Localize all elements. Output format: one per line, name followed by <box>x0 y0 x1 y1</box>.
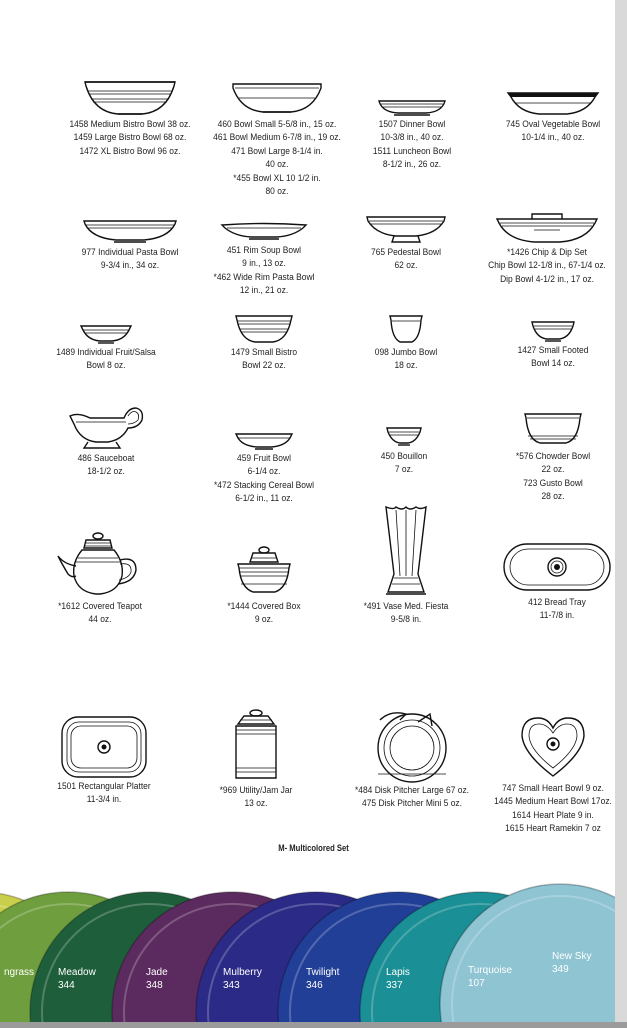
oval-vegetable-bowl-illustration <box>505 88 601 118</box>
oval-vegetable-bowl-caption: 745 Oval Vegetable Bowl 10-1/4 in., 40 oz. <box>505 119 601 144</box>
chip-dip-set-illustration <box>494 212 600 246</box>
color-label-new-sky: New Sky 349 <box>552 951 592 975</box>
chowder-bowl-caption: *576 Chowder Bowl 22 oz. 723 Gusto Bowl 28 oz. <box>515 451 591 503</box>
teapot-caption: *1612 Covered Teapot 44 oz. <box>58 601 142 626</box>
bistro-bowl-illustration <box>80 76 180 118</box>
disk-pitcher-illustration <box>370 708 454 784</box>
covered-box-caption: *1444 Covered Box 9 oz. <box>227 601 301 626</box>
heart-bowl-illustration <box>518 714 588 782</box>
color-label-lapis: Lapis 337 <box>386 967 410 991</box>
heart-bowls-item <box>463 714 627 836</box>
sauceboat-caption: 486 Sauceboat 18-1/2 oz. <box>77 453 135 478</box>
jam-jar-caption: *969 Utility/Jam Jar 13 oz. <box>219 785 293 810</box>
dinner-bowl-illustration <box>376 96 448 118</box>
pedestal-bowl-caption: 765 Pedestal Bowl 62 oz. <box>371 247 441 272</box>
bread-tray-caption: 412 Bread Tray 11-7/8 in. <box>528 597 586 622</box>
sauceboat-item <box>16 404 196 479</box>
individual-fruit-salsa-bowl-item <box>16 322 196 373</box>
sauceboat-illustration <box>66 404 146 452</box>
rectangular-platter-illustration <box>59 714 149 780</box>
disk-pitcher-caption: *484 Disk Pitcher Large 67 oz. 475 Disk Pitcher Mini 5 oz. <box>354 785 470 810</box>
fruit-bowl-illustration <box>233 430 295 452</box>
pasta-bowl-caption: 977 Individual Pasta Bowl 9-3/4 in., 34 oz. <box>81 247 179 272</box>
jam-jar-illustration <box>228 708 284 784</box>
small-footed-bowl-illustration <box>529 318 577 344</box>
covered-teapot-item <box>10 530 190 627</box>
small-footed-bowl-caption: 1427 Small Footed Bowl 14 oz. <box>517 345 589 370</box>
small-footed-bowl-item <box>463 318 627 371</box>
fruit-salsa-bowl-illustration <box>78 322 134 346</box>
pasta-bowl-illustration <box>80 216 180 246</box>
teapot-illustration <box>56 530 144 600</box>
chip-dip-set-item <box>457 212 627 286</box>
vase-caption: *491 Vase Med. Fiesta 9-5/8 in. <box>363 601 449 626</box>
chowder-gusto-bowl-item <box>463 410 627 504</box>
color-label-mulberry: Mulberry 343 <box>223 967 262 991</box>
color-label-turquoise: Turquoise 107 <box>468 965 513 989</box>
utility-jam-jar-item <box>166 708 346 811</box>
oval-vegetable-bowl-item <box>463 88 627 145</box>
vase-illustration <box>382 504 430 600</box>
small-bistro-bowl-caption: 1479 Small Bistro Bowl 22 oz. <box>230 347 298 372</box>
color-plates-strip <box>0 862 615 1022</box>
bouillon-illustration <box>384 424 424 450</box>
color-label-meadow: Meadow 344 <box>58 967 96 991</box>
color-label-lemongrass: ngrass <box>4 967 35 978</box>
jumbo-bowl-caption: 098 Jumbo Bowl 18 oz. <box>374 347 438 372</box>
pedestal-bowl-illustration <box>364 212 448 246</box>
bread-tray-item <box>467 540 627 623</box>
heart-bowls-caption: 747 Small Heart Bowl 9 oz. 1445 Medium Heart Bowl 17oz. 1614 Heart Plate 9 in. 1615 Heart Ramekin 7 oz <box>494 783 612 835</box>
page-edge-right <box>615 0 627 1028</box>
color-label-twilight: Twilight 346 <box>306 967 340 991</box>
bowl-illustration <box>229 78 325 118</box>
covered-box-illustration <box>233 544 295 600</box>
color-label-jade: Jade 348 <box>146 967 168 991</box>
page-edge-bottom <box>0 1022 627 1028</box>
fruit-salsa-bowl-caption: 1489 Individual Fruit/Salsa Bowl 8 oz. <box>56 347 156 372</box>
rim-soup-bowl-caption: 451 Rim Soup Bowl 9 in., 13 oz. *462 Wide Rim Pasta Bowl 12 in., 21 oz. <box>213 245 315 297</box>
chip-dip-set-caption: *1426 Chip & Dip Set Chip Bowl 12-1/8 in., 67-1/4 oz. Dip Bowl 4-1/2 in., 17 oz. <box>488 247 606 285</box>
fruit-bowl-caption: 459 Fruit Bowl 6-1/4 oz. *472 Stacking Cereal Bowl 6-1/2 in., 11 oz. <box>214 453 314 505</box>
bistro-bowls-caption: 1458 Medium Bistro Bowl 38 oz. 1459 Large Bistro Bowl 68 oz. 1472 XL Bistro Bowl 96 oz. <box>69 119 191 157</box>
jumbo-bowl-illustration <box>386 312 426 346</box>
bouillon-caption: 450 Bouillon 7 oz. <box>380 451 428 476</box>
bread-tray-illustration <box>501 540 613 596</box>
small-bistro-bowl-illustration <box>233 312 295 346</box>
dinner-bowl-caption: 1507 Dinner Bowl 10-3/8 in., 40 oz. 1511 Luncheon Bowl 8-1/2 in., 26 oz. <box>372 119 452 171</box>
rim-soup-bowl-illustration <box>219 220 309 244</box>
color-plates-illustration <box>0 862 615 1022</box>
rectangular-platter-caption: 1501 Rectangular Platter 11-3/4 in. <box>57 781 151 806</box>
multicolored-set-legend: M- Multicolored Set <box>278 843 349 853</box>
chowder-bowl-illustration <box>522 410 584 450</box>
bowls-caption: 460 Bowl Small 5-5/8 in., 15 oz. 461 Bowl Medium 6-7/8 in., 19 oz. 471 Bowl Large 8-1/4 in. 40 oz. *455 Bowl XL 10 1/2 in. 80 oz. <box>213 119 341 198</box>
